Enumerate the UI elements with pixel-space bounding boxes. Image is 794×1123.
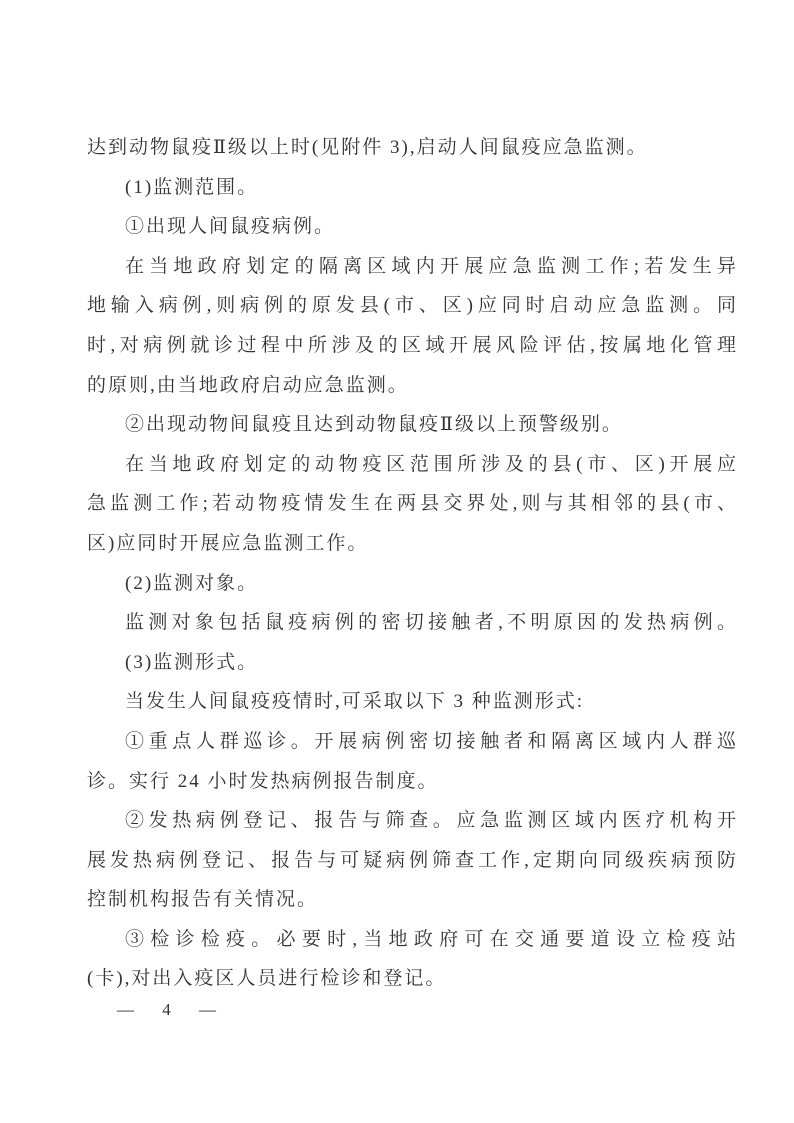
text-line: (2)监测对象。 xyxy=(125,572,259,594)
text-line: 在当地政府划定的动物疫区范围所涉及的县(市、区)开展应 xyxy=(125,453,738,475)
text-line: 地输入病例,则病例的原发县(市、区)应同时启动应急监测。同 xyxy=(87,295,738,317)
text-line: ③检诊检疫。必要时,当地政府可在交通要道设立检疫站 xyxy=(125,928,738,950)
text-line: 展发热病例登记、报告与可疑病例筛查工作,定期向同级疾病预防 xyxy=(87,849,738,871)
text-line: 急监测工作;若动物疫情发生在两县交界处,则与其相邻的县(市、 xyxy=(87,493,738,515)
text-line: (1)监测范围。 xyxy=(125,176,259,198)
text-line: 诊。实行 24 小时发热病例报告制度。 xyxy=(87,770,439,792)
text-line: (3)监测形式。 xyxy=(125,651,259,673)
page-number-footer: — 4 — xyxy=(117,1000,228,1019)
text-line: 区)应同时开展应急监测工作。 xyxy=(87,532,369,554)
text-line: 在当地政府划定的隔离区域内开展应急监测工作;若发生异 xyxy=(125,255,738,277)
text-line: 的原则,由当地政府启动应急监测。 xyxy=(87,374,409,396)
text-line: 监测对象包括鼠疫病例的密切接触者,不明原因的发热病例。 xyxy=(125,612,738,634)
text-line: ①出现人间鼠疫病例。 xyxy=(125,216,336,238)
text-line: 达到动物鼠疫Ⅱ级以上时(见附件 3),启动人间鼠疫应急监测。 xyxy=(87,137,648,158)
text-line: ②发热病例登记、报告与筛查。应急监测区域内医疗机构开 xyxy=(125,810,738,832)
document-body-text xyxy=(87,128,738,999)
text-line: ①重点人群巡诊。开展病例密切接触者和隔离区域内人群巡 xyxy=(125,730,738,752)
text-line: 时,对病例就诊过程中所涉及的区域开展风险评估,按属地化管理 xyxy=(87,334,738,356)
text-line: ②出现动物间鼠疫且达到动物鼠疫Ⅱ级以上预警级别。 xyxy=(125,414,623,436)
text-line: 控制机构报告有关情况。 xyxy=(87,889,319,911)
text-line: (卡),对出入疫区人员进行检诊和登记。 xyxy=(87,968,447,990)
text-line: 当发生人间鼠疫疫情时,可采取以下 3 种监测形式: xyxy=(125,691,585,713)
